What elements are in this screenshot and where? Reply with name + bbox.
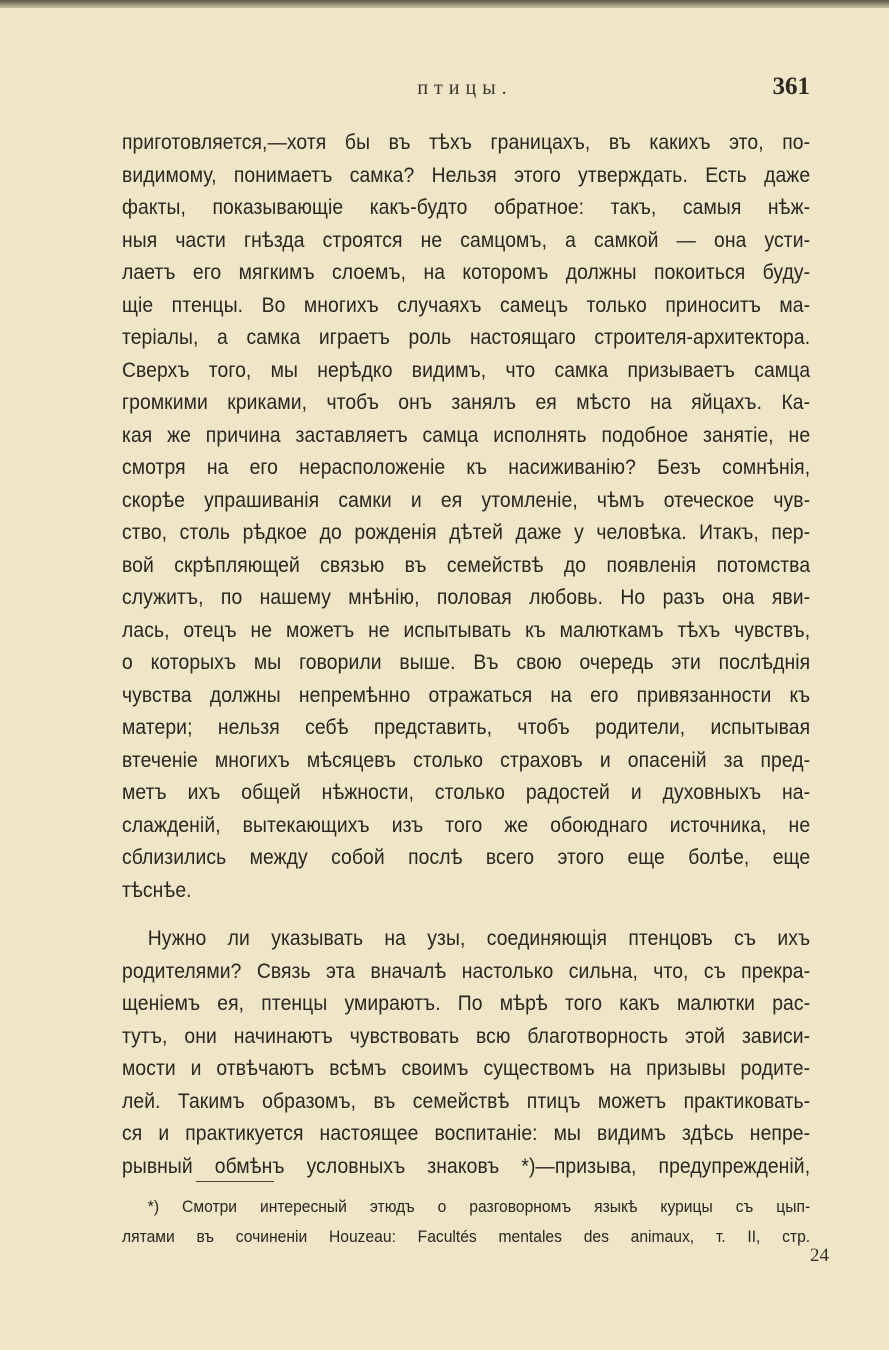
text-line: теріалы, а самка играетъ роль настоящаго строителя-архитектора.: [122, 326, 811, 349]
text-line: о которыхъ мы говорили выше. Въ свою очередь эти послѣднія: [122, 651, 811, 674]
text-line: лей. Такимъ образомъ, въ семействѣ птицъ можетъ практиковать-: [122, 1089, 811, 1113]
text-line: щеніемъ ея, птенцы умираютъ. По мѣрѣ того какъ малютки рас-: [122, 992, 811, 1015]
text-line: кая же причина заставляетъ самца исполнять подобное занятіе, не: [122, 423, 811, 447]
text-line: родителями? Связь эта вначалѣ настолько сильна, что, съ прекра-: [122, 959, 811, 983]
text-line: приготовляется,—хотя бы въ тѣхъ границахъ, въ какихъ это, по-: [122, 131, 811, 154]
text-line: видимому, понимаетъ самка? Нельзя этого утверждать. Есть даже: [122, 163, 811, 187]
text-line: вой скрѣпляющей связью въ семействѣ до появленія потомства: [122, 553, 811, 577]
footnote-divider: [196, 1181, 274, 1182]
text-line: служитъ, по нашему мнѣнію, половая любовь. Но разъ она яви-: [122, 586, 811, 609]
footnote-line: *) Смотри интересный этюдъ о разговорномъ языкѣ курицы съ цып-: [147, 1197, 811, 1216]
text-line: мости и отвѣчаютъ всѣмъ своимъ существомъ на призывы родите-: [122, 1057, 811, 1080]
text-line: тутъ, они начинаютъ чувствовать всю благотворность этой зависи-: [122, 1024, 811, 1048]
text-line: щіе птенцы. Во многихъ случаяхъ самецъ только приноситъ ма-: [122, 293, 811, 317]
body-text: [122, 127, 810, 1183]
text-line: рывный обмѣнъ условныхъ знаковъ *)—призыва, предупрежденій,: [122, 1154, 811, 1178]
page-number: 361: [772, 73, 810, 100]
paragraph-first-line: Нужно ли указывать на узы, соединяющія птенцовъ съ ихъ: [147, 927, 811, 950]
paragraph-last-line: тѣснѣе.: [122, 878, 192, 902]
footnote: [122, 1192, 810, 1252]
text-line: лаетъ его мягкимъ слоемъ, на которомъ должны покоиться буду-: [122, 261, 811, 284]
text-line: сблизились между собой послѣ всего этого еще болѣе, еще: [122, 846, 811, 869]
text-line: ныя части гнѣзда строятся не самцомъ, а самкой — она усти-: [122, 228, 811, 252]
text-line: слажденій, вытекающихъ изъ того же обоюднаго источника, не: [122, 813, 811, 837]
text-line: смотря на его нерасположеніе къ насиживанію? Безъ сомнѣнія,: [122, 456, 811, 479]
text-line: Сверхъ того, мы нерѣдко видимъ, что самка призываетъ самца: [122, 358, 811, 382]
text-line: скорѣе упрашиванія самки и ея утомленіе, чѣмъ отеческое чув-: [122, 488, 811, 512]
text-line: втеченіе многихъ мѣсяцевъ столько страховъ и опасеній за пред-: [122, 748, 811, 772]
text-line: громкими криками, чтобъ онъ занялъ ея мѣсто на яйцахъ. Ка-: [122, 391, 811, 414]
running-head: [120, 73, 810, 107]
text-line: ся и практикуется настоящее воспитаніе: мы видимъ здѣсь непре-: [122, 1122, 811, 1145]
text-line: чувства должны непремѣнно отражаться на его привязанности къ: [122, 683, 811, 707]
footnote-line: лятами въ сочиненіи Houzeau: Facultés mentales des animaux, т. II, стр.: [122, 1227, 811, 1246]
text-line: лась, отецъ не можетъ не испытывать къ малюткамъ тѣхъ чувствъ,: [122, 618, 811, 642]
text-line: ство, столь рѣдкое до рожденія дѣтей даже у человѣка. Итакъ, пер-: [122, 521, 811, 544]
text-line: факты, показывающіе какъ-будто обратное: такъ, самыя нѣж-: [122, 196, 811, 219]
text-line: метъ ихъ общей нѣжности, столько радостей и духовныхъ на-: [122, 781, 811, 804]
text-line: матери; нельзя себѣ представить, чтобъ родители, испытывая: [122, 716, 811, 739]
running-title: птицы.: [417, 77, 513, 99]
paragraph-gap: [122, 907, 810, 923]
signature-mark: 24: [810, 1245, 829, 1266]
